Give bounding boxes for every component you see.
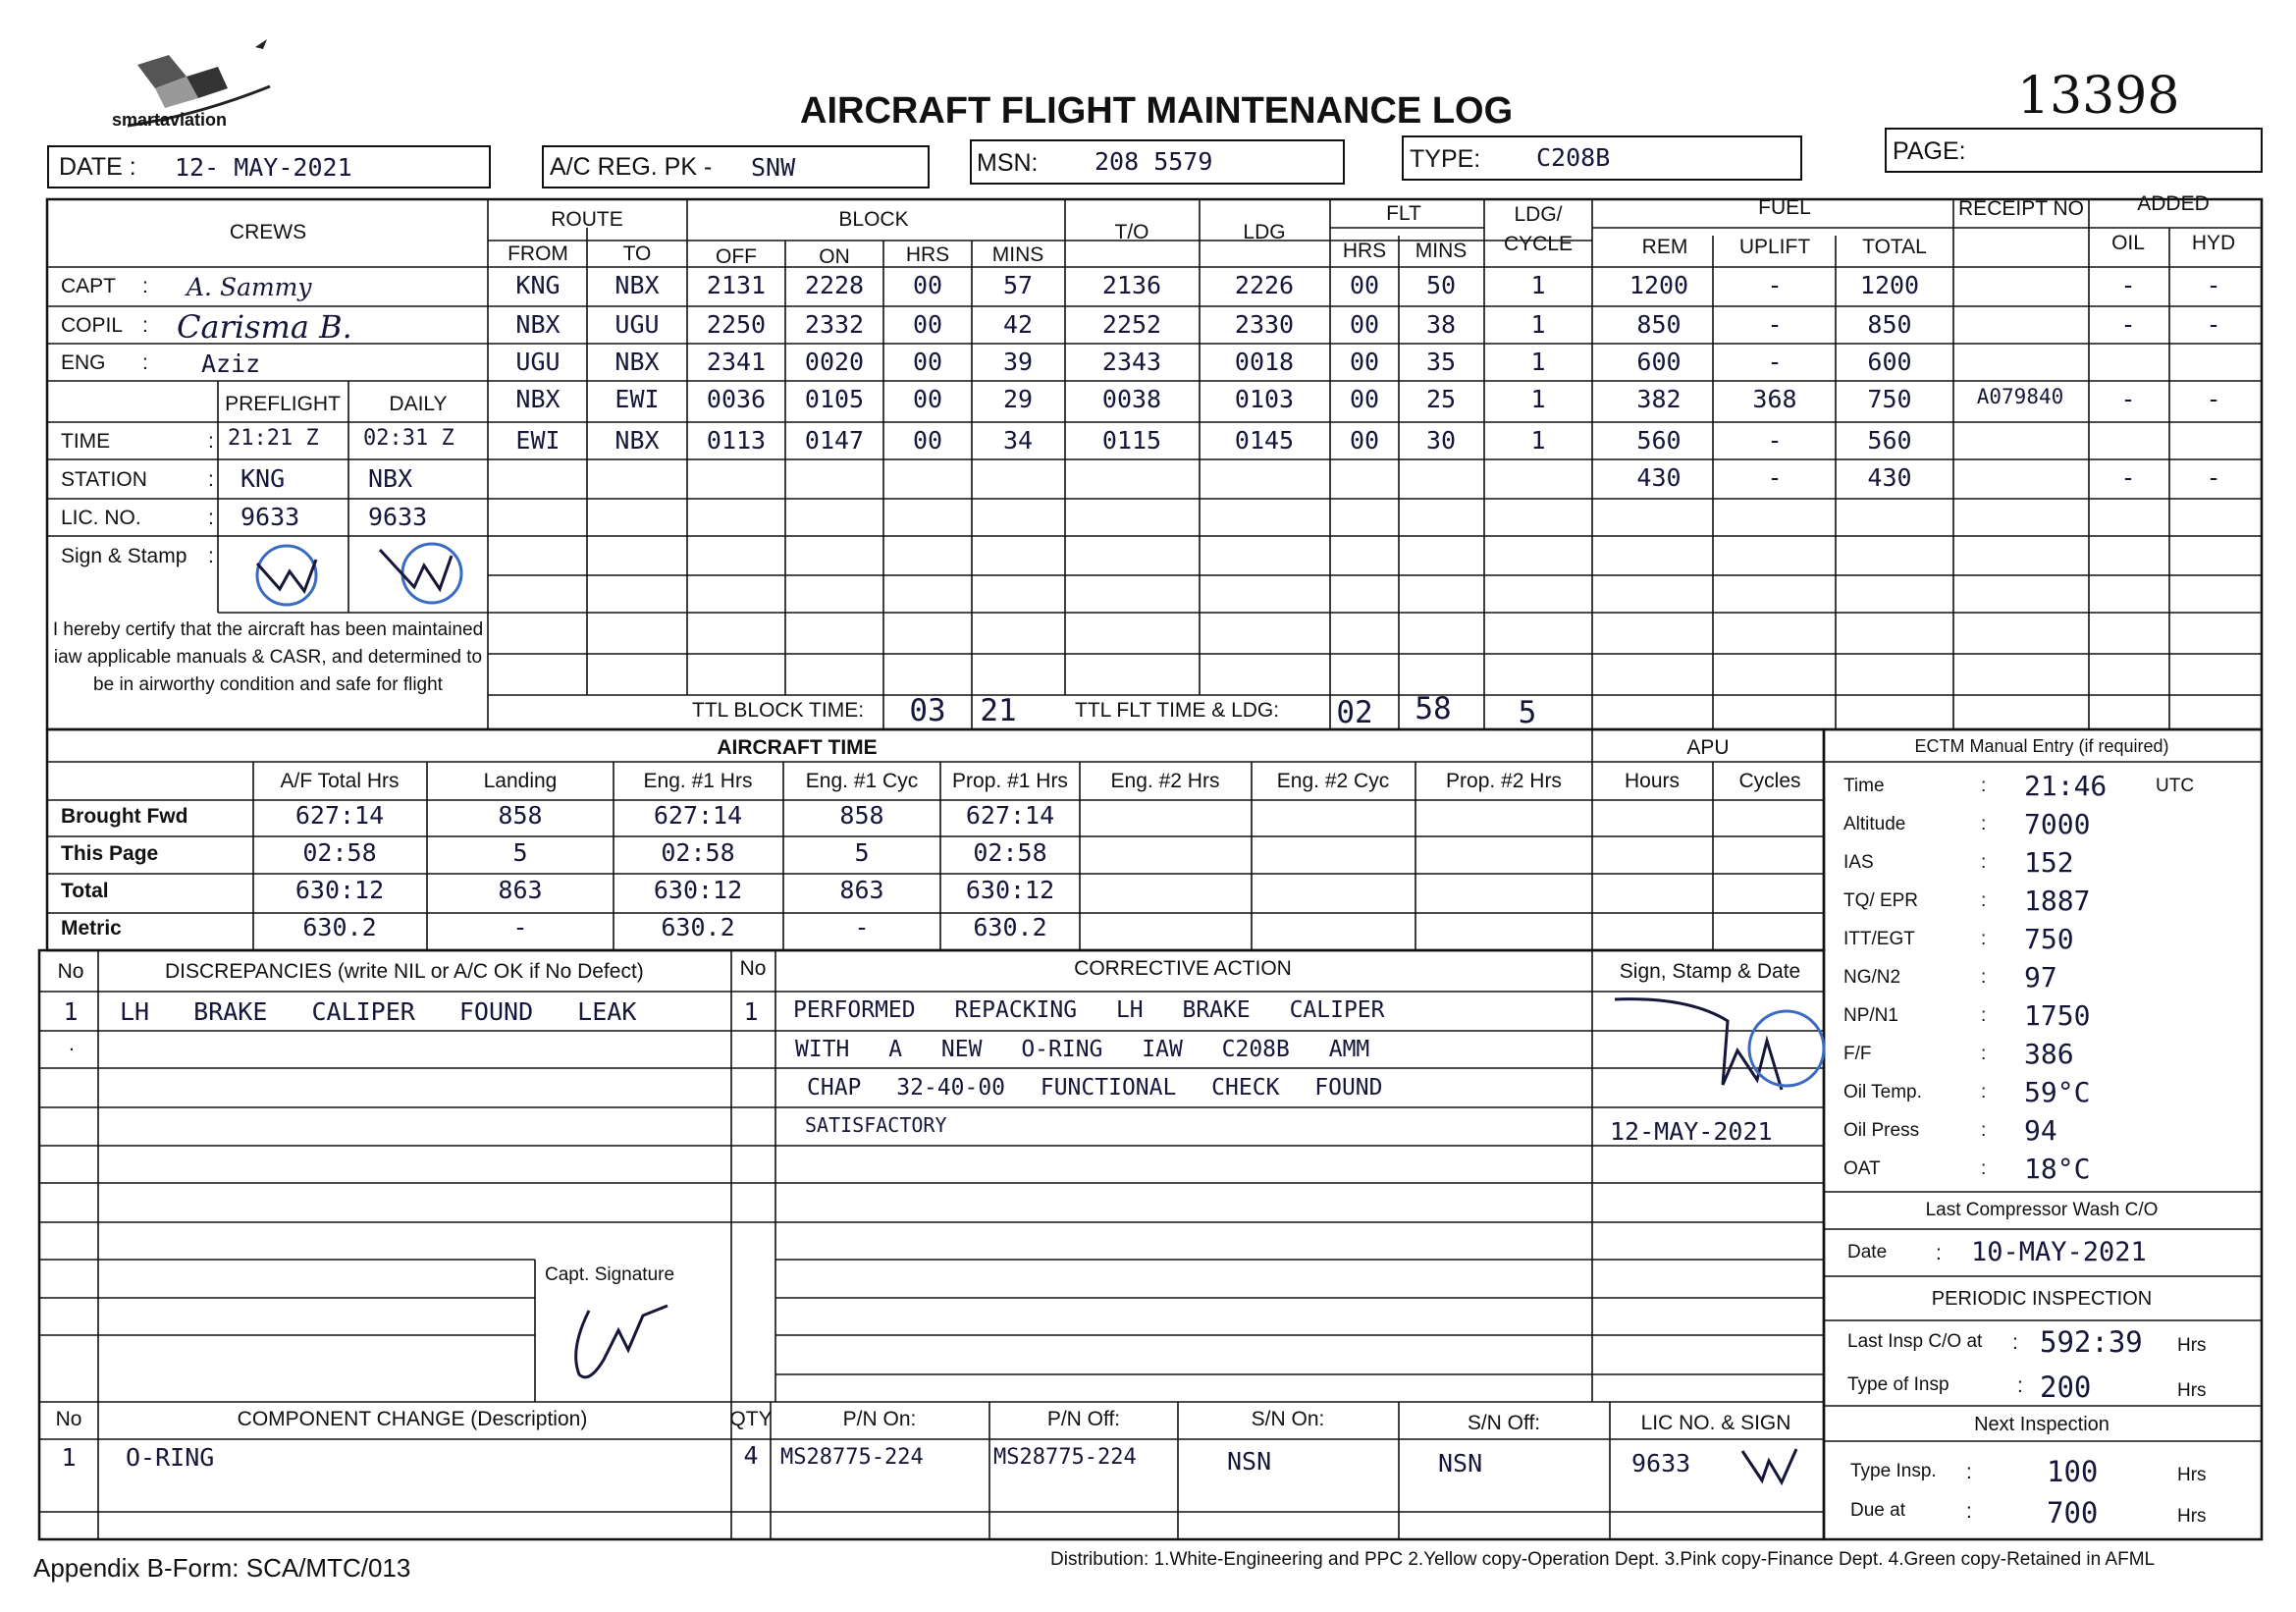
daily-station: NBX [368,464,413,493]
next-type-label: Type Insp. [1850,1461,1937,1481]
ac-time-cell: 02:58 [302,838,377,867]
ectm-row-value: 1750 [2024,999,2091,1032]
ldg-cycle-header: LDG/ CYCLE [1503,203,1574,255]
ectm-row-colon: : [1981,1044,1987,1064]
ac-time-cell: 858 [498,801,543,830]
form-id: Appendix B-Form: SCA/MTC/013 [33,1553,411,1583]
serial-number: 13398 [2017,67,2180,126]
ac-time-cell: 630:12 [294,876,385,904]
leg-on-cell: 0020 [804,348,865,376]
ac-time-cell: - [854,913,870,941]
hyd-header: HYD [2191,232,2236,254]
capt-value: A. Sammy [187,273,312,301]
off-header: OFF [716,245,757,268]
leg-cycle-cell: 1 [1530,426,1546,455]
ttl-block-label: TTL BLOCK TIME: [692,699,865,722]
leg-receipt-cell: A079840 [1976,385,2064,408]
sign-stamp-date-header: Sign, Stamp & Date [1619,960,1801,983]
ectm-row-value: 386 [2024,1038,2074,1070]
leg-off-cell: 2131 [706,271,767,299]
ac-time-col-header: Prop. #2 Hrs [1446,770,1562,792]
last-insp-value: 592:39 [2040,1325,2143,1359]
leg-off-cell: 0036 [706,385,767,413]
ectm-row-colon: : [1981,1120,1987,1141]
leg-oil-cell: - [2120,385,2136,413]
station-colon: : [208,468,214,491]
ac-time-cell: 02:58 [661,838,735,867]
daily-label: DAILY [389,393,448,415]
ectm-row-label: Oil Press [1843,1120,1920,1141]
comp-row-desc: O-RING [126,1443,215,1472]
ac-time-col-header: Eng. #2 Hrs [1110,770,1220,792]
ac-time-cell: 627:14 [653,801,743,830]
preflight-time: 21:21 Z [228,426,319,451]
time-colon: : [208,430,214,453]
corr-no-header: No [739,957,767,980]
leg-rem-cell: 560 [1636,426,1682,455]
leg-bmins-cell: 34 [1002,426,1034,455]
ectm-row-value: 18°C [2024,1153,2091,1185]
leg-bhrs-cell: 00 [912,310,943,339]
ectm-row-colon: : [1981,890,1987,911]
leg-bhrs-cell: 00 [912,426,943,455]
daily-lic: 9633 [368,503,428,531]
ectm-row-value: 7000 [2024,808,2091,840]
ectm-row-value: 59°C [2024,1076,2091,1108]
type-label: TYPE: [1410,145,1481,173]
disc-no-header: No [57,960,84,983]
eng-colon: : [142,351,148,374]
ac-time-cell: 630:12 [965,876,1055,904]
disc-item-no: 1 [63,997,79,1026]
to-time-header: T/O [1114,221,1149,243]
ectm-row-colon: : [1981,967,1987,988]
leg-to-cell: UGU [614,310,660,339]
from-header: FROM [507,242,568,265]
apu-cycles-header: Cycles [1738,770,1801,792]
ectm-row-label: ITT/EGT [1843,929,1915,949]
ttl-block-mins: 21 [980,693,1017,728]
daily-stamp [375,538,473,609]
leg-fhrs-cell: 00 [1349,271,1380,299]
comp-row-pn-on: MS28775-224 [780,1445,924,1470]
ectm-row-value: 94 [2024,1114,2057,1147]
leg-uplift-cell: 368 [1752,385,1797,413]
to-header: TO [622,242,652,265]
ttl-flt-mins: 58 [1415,691,1452,726]
leg-fhrs-cell: 00 [1349,348,1380,376]
lic-label: LIC. NO. [61,507,141,529]
next-type-colon: : [1966,1461,1972,1483]
logo-text: smartaviation [112,110,228,130]
ectm-row-label: Time [1843,776,1885,796]
comp-row-pn-off: MS28775-224 [993,1445,1137,1470]
ac-time-row-label: This Page [61,842,159,865]
reg-value: SNW [751,153,796,182]
lic-colon: : [208,507,214,529]
due-value: 700 [2047,1496,2099,1530]
compressor-date-label: Date [1847,1242,1888,1263]
ectm-title: ECTM Manual Entry (if required) [1914,736,2169,756]
comp-row-qty: 4 [743,1441,759,1470]
ac-time-row-label: Metric [61,917,122,940]
ectm-row-colon: : [1981,776,1987,796]
leg-bhrs-cell: 00 [912,271,943,299]
next-type-unit: Hrs [2177,1465,2207,1485]
aircraft-time-title: AIRCRAFT TIME [717,736,878,759]
type-insp-label: Type of Insp [1847,1374,1949,1395]
ectm-row-value: 152 [2024,846,2074,879]
leg-to-cell: NBX [614,348,660,376]
ac-time-cell: 630.2 [302,913,377,941]
date-value: 12- MAY-2021 [175,153,352,182]
ectm-row-label: TQ/ EPR [1843,890,1919,911]
periodic-title: PERIODIC INSPECTION [1931,1288,2153,1310]
leg-ldg-cell: 2226 [1234,271,1295,299]
disc-title: DISCREPANCIES (write NIL or A/C OK if No Defect) [165,960,644,983]
due-unit: Hrs [2177,1506,2207,1527]
copil-colon: : [142,314,148,337]
on-header: ON [819,245,850,268]
preflight-stamp [245,542,329,609]
comp-qty-header: QTY [729,1408,773,1430]
sign-colon: : [208,545,214,567]
bhrs-header: HRS [905,243,950,266]
ac-time-cell: - [512,913,528,941]
leg-t_o-cell: 2252 [1101,310,1162,339]
leg-uplift-cell: - [1767,463,1783,492]
fhrs-header: HRS [1342,240,1387,262]
leg-to-cell: EWI [614,385,660,413]
ac-time-cell: 5 [512,838,528,867]
leg-on-cell: 2228 [804,271,865,299]
ectm-row-label: F/F [1843,1044,1872,1064]
leg-on-cell: 0147 [804,426,865,455]
corr-item-no: 1 [743,997,759,1026]
distribution-note: Distribution: 1.White-Engineering and PPC 2.Yellow copy-Operation Dept. 3.Pink copy-Finance Dept. 4.Green copy-Retained in AFML [1050,1549,2156,1570]
leg-fmins-cell: 50 [1425,271,1457,299]
leg-from-cell: UGU [515,348,561,376]
leg-total-cell: 600 [1867,348,1912,376]
corr-title: CORRECTIVE ACTION [1074,957,1292,980]
leg-cycle-cell: 1 [1530,271,1546,299]
comp-row-sn-on: NSN [1227,1447,1272,1476]
capt-signature-label: Capt. Signature [545,1264,675,1285]
copil-value: Carisma B. [177,308,352,346]
leg-uplift-cell: - [1767,426,1783,455]
ectm-row-colon: : [1981,1005,1987,1026]
leg-fhrs-cell: 00 [1349,385,1380,413]
leg-total-cell: 430 [1867,463,1912,492]
ectm-row-colon: : [1981,929,1987,949]
leg-fhrs-cell: 00 [1349,310,1380,339]
ttl-flt-label: TTL FLT TIME & LDG: [1075,699,1280,722]
ectm-row-colon: : [1981,814,1987,834]
type-insp-value: 200 [2040,1370,2092,1404]
leg-cycle-cell: 1 [1530,310,1546,339]
ac-time-cell: 858 [839,801,884,830]
ectm-row-label: IAS [1843,852,1874,873]
leg-fhrs-cell: 00 [1349,426,1380,455]
leg-t_o-cell: 0038 [1101,385,1162,413]
compressor-date: 10-MAY-2021 [1971,1237,2147,1267]
leg-t_o-cell: 2136 [1101,271,1162,299]
leg-hyd-cell: - [2206,310,2221,339]
corr-line-3: CHAP 32-40-00 FUNCTIONAL CHECK FOUND [807,1075,1383,1101]
leg-rem-cell: 600 [1636,348,1682,376]
copil-label: COPIL [61,314,124,337]
leg-hyd-cell: - [2206,385,2221,413]
last-insp-label: Last Insp C/O at [1847,1331,1983,1352]
preflight-label: PREFLIGHT [225,393,341,415]
leg-ldg-cell: 0145 [1234,426,1295,455]
comp-sn-off-header: S/N Off: [1467,1412,1541,1434]
leg-fmins-cell: 35 [1425,348,1457,376]
uplift-header: UPLIFT [1738,236,1811,258]
ac-time-cell: 02:58 [973,838,1047,867]
apu-title: APU [1686,736,1730,759]
leg-t_o-cell: 0115 [1101,426,1162,455]
ac-time-col-header: Eng. #1 Cyc [805,770,919,792]
ac-time-cell: 627:14 [965,801,1055,830]
leg-bhrs-cell: 00 [912,385,943,413]
ac-time-col-header: Prop. #1 Hrs [952,770,1068,792]
leg-rem-cell: 382 [1636,385,1682,413]
type-insp-unit: Hrs [2177,1380,2207,1401]
ac-time-cell: 630.2 [973,913,1047,941]
flt-header: FLT [1386,202,1421,225]
ttl-block-hrs: 03 [909,693,946,728]
corr-line-1: PERFORMED REPACKING LH BRAKE CALIPER [793,997,1385,1023]
capt-label: CAPT [61,275,117,297]
ac-time-cell: 5 [854,838,870,867]
leg-uplift-cell: - [1767,310,1783,339]
leg-rem-cell: 850 [1636,310,1682,339]
leg-hyd-cell: - [2206,271,2221,299]
ectm-row-unit: UTC [2156,776,2195,796]
route-header: ROUTE [551,208,623,231]
ac-time-cell: 630.2 [661,913,735,941]
ttl-flt-hrs: 02 [1336,695,1373,730]
ac-time-col-header: Eng. #2 Cyc [1276,770,1390,792]
time-label: TIME [61,430,111,453]
ldg-header: LDG [1243,221,1286,243]
comp-lic-signature [1737,1441,1806,1490]
page-label: PAGE: [1893,137,1966,165]
next-insp-title: Next Inspection [1974,1414,2109,1435]
leg-total-cell: 750 [1867,385,1912,413]
eng-label: ENG [61,351,106,374]
receipt-header: RECEIPT NO [1958,197,2084,220]
crews-title: CREWS [229,221,307,243]
ectm-row-label: NG/N2 [1843,967,1901,988]
comp-lic-header: LIC NO. & SIGN [1640,1412,1791,1434]
leg-fmins-cell: 25 [1425,385,1457,413]
oil-header: OIL [2111,232,2145,254]
due-label: Due at [1850,1500,1905,1521]
ac-time-col-header: A/F Total Hrs [280,770,400,792]
leg-from-cell: KNG [515,271,561,299]
leg-total-cell: 560 [1867,426,1912,455]
leg-total-cell: 850 [1867,310,1912,339]
ectm-row-colon: : [1981,852,1987,873]
leg-hyd-cell: - [2206,463,2221,492]
preflight-lic: 9633 [240,503,300,531]
ac-time-col-header: Landing [483,770,558,792]
ectm-row-label: OAT [1843,1158,1881,1179]
ectm-row-label: Oil Temp. [1843,1082,1922,1102]
leg-from-cell: NBX [515,385,561,413]
capt-colon: : [142,275,148,297]
leg-ldg-cell: 0018 [1234,348,1295,376]
fmins-header: MINS [1415,240,1468,262]
reg-label: A/C REG. PK - [550,153,713,181]
leg-rem-cell: 430 [1636,463,1682,492]
leg-t_o-cell: 2343 [1101,348,1162,376]
comp-no-header: No [55,1408,82,1430]
added-header: ADDED [2137,192,2210,215]
disc-item-text: LH BRAKE CALIPER FOUND LEAK [120,997,637,1026]
ac-time-cell: 627:14 [294,801,385,830]
rem-header: REM [1641,236,1688,258]
last-insp-unit: Hrs [2177,1335,2207,1356]
ttl-ldg: 5 [1518,695,1537,730]
comp-desc-header: COMPONENT CHANGE (Description) [237,1408,588,1430]
last-insp-colon: : [2012,1331,2018,1354]
comp-sn-on-header: S/N On: [1251,1408,1325,1430]
compressor-date-colon: : [1936,1242,1942,1264]
corr-line-2: WITH A NEW O-RING IAW C208B AMM [795,1037,1370,1062]
ectm-row-value: 21:46 [2024,770,2108,802]
daily-time: 02:31 Z [363,426,454,451]
block-header: BLOCK [838,208,909,231]
ectm-row-label: Altitude [1843,814,1906,834]
leg-ldg-cell: 2330 [1234,310,1295,339]
preflight-station: KNG [240,464,286,493]
leg-on-cell: 0105 [804,385,865,413]
leg-off-cell: 2341 [706,348,767,376]
comp-pn-off-header: P/N Off: [1046,1408,1121,1430]
capt-signature [550,1291,677,1389]
ectm-row-colon: : [1981,1158,1987,1179]
eng-value: Aziz [201,349,261,378]
leg-uplift-cell: - [1767,348,1783,376]
bmins-header: MINS [991,243,1044,266]
msn-label: MSN: [977,149,1039,177]
ac-time-cell: 630:12 [653,876,743,904]
total-header: TOTAL [1862,236,1927,258]
form-title: AIRCRAFT FLIGHT MAINTENANCE LOG [800,90,1514,132]
ac-time-cell: 863 [839,876,884,904]
ectm-row-colon: : [1981,1082,1987,1102]
leg-fmins-cell: 30 [1425,426,1457,455]
leg-to-cell: NBX [614,271,660,299]
leg-bmins-cell: 57 [1002,271,1034,299]
type-value: C208B [1536,143,1611,172]
compressor-title: Last Compressor Wash C/O [1925,1200,2159,1220]
leg-fmins-cell: 38 [1425,310,1457,339]
leg-rem-cell: 1200 [1629,271,1689,299]
leg-from-cell: EWI [515,426,561,455]
leg-oil-cell: - [2120,271,2136,299]
apu-hours-header: Hours [1624,770,1681,792]
leg-off-cell: 0113 [706,426,767,455]
leg-bmins-cell: 29 [1002,385,1034,413]
leg-off-cell: 2250 [706,310,767,339]
comp-row-no: 1 [61,1443,77,1472]
ac-time-cell: 863 [498,876,543,904]
fuel-header: FUEL [1758,196,1811,219]
next-type-value: 100 [2047,1455,2099,1488]
leg-ldg-cell: 0103 [1234,385,1295,413]
leg-bmins-cell: 42 [1002,310,1034,339]
comp-row-sn-off: NSN [1438,1449,1483,1478]
ectm-row-value: 97 [2024,961,2057,994]
corr-line-4: SATISFACTORY [805,1113,947,1137]
comp-row-lic: 9633 [1631,1449,1691,1478]
leg-oil-cell: - [2120,463,2136,492]
ectm-row-label: NP/N1 [1843,1005,1898,1026]
leg-from-cell: NBX [515,310,561,339]
leg-cycle-cell: 1 [1530,348,1546,376]
sign-label: Sign & Stamp [61,545,187,567]
ac-time-col-header: Eng. #1 Hrs [643,770,753,792]
leg-bhrs-cell: 00 [912,348,943,376]
ectm-row-value: 750 [2024,923,2074,955]
leg-bmins-cell: 39 [1002,348,1034,376]
ectm-row-value: 1887 [2024,885,2091,917]
leg-total-cell: 1200 [1859,271,1920,299]
ac-time-row-label: Brought Fwd [61,805,188,828]
sign-date: 12-MAY-2021 [1610,1117,1773,1146]
disc-dot: . [69,1033,75,1055]
comp-pn-on-header: P/N On: [842,1408,917,1430]
type-insp-colon: : [2017,1374,2023,1397]
leg-on-cell: 2332 [804,310,865,339]
certification-text: I hereby certify that the aircraft has been maintained iaw applicable manuals & CASR, and determined to be in airworthy condition and safe for flight [52,619,484,695]
leg-uplift-cell: - [1767,271,1783,299]
station-label: STATION [61,468,147,491]
due-colon: : [1966,1500,1972,1523]
engineer-signature-stamp [1610,992,1826,1104]
msn-value: 208 5579 [1095,147,1213,176]
leg-oil-cell: - [2120,310,2136,339]
leg-to-cell: NBX [614,426,660,455]
leg-cycle-cell: 1 [1530,385,1546,413]
ac-time-row-label: Total [61,880,109,902]
date-label: DATE : [59,153,136,181]
